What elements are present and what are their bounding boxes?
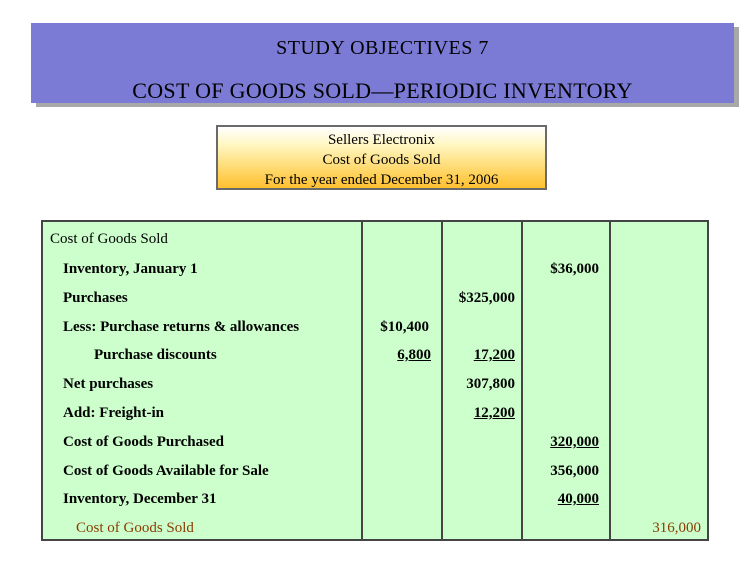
table-row xyxy=(43,289,707,317)
amount-col4: 356,000 xyxy=(550,463,599,479)
row-label: Add: Freight-in xyxy=(63,405,164,421)
banner-line1: STUDY OBJECTIVES 7 xyxy=(276,37,489,59)
title-banner xyxy=(31,23,734,103)
row-label: Cost of Goods Sold xyxy=(76,520,194,536)
company-name: Sellers Electronix xyxy=(327,132,436,148)
row-label: Purchases xyxy=(63,290,128,306)
row-label: Cost of Goods Purchased xyxy=(63,434,224,450)
amount-col4: $36,000 xyxy=(550,261,599,277)
statement-title: Cost of Goods Sold xyxy=(322,152,441,168)
amount-col4: 40,000 xyxy=(557,491,599,507)
table-row xyxy=(43,404,707,432)
row-label: Less: Purchase returns & allowances xyxy=(63,319,300,335)
statement-header xyxy=(216,125,547,190)
amount-col3: $325,000 xyxy=(458,290,515,306)
amount-col3: 307,800 xyxy=(466,376,515,392)
table-row xyxy=(43,375,707,403)
amount-col2: $10,400 xyxy=(380,319,429,335)
row-label: Inventory, January 1 xyxy=(63,261,198,277)
table-row xyxy=(43,318,707,346)
cogs-table xyxy=(41,220,709,541)
row-label: Net purchases xyxy=(63,376,154,392)
table-row xyxy=(43,260,707,288)
section-title: Cost of Goods Sold xyxy=(50,231,168,247)
row-label: Inventory, December 31 xyxy=(63,491,217,507)
amount-col3: 17,200 xyxy=(473,347,515,363)
amount-col2: 6,800 xyxy=(397,347,431,363)
table-row xyxy=(43,490,707,518)
amount-col5: 316,000 xyxy=(652,520,701,536)
row-label: Purchase discounts xyxy=(94,347,217,363)
table-row xyxy=(43,433,707,461)
statement-period: For the year ended December 31, 2006 xyxy=(264,172,499,188)
amount-col3: 12,200 xyxy=(473,405,515,421)
row-label: Cost of Goods Available for Sale xyxy=(63,463,269,479)
banner-line2: COST OF GOODS SOLD—PERIODIC INVENTORY xyxy=(132,78,633,103)
table-row xyxy=(43,346,707,374)
table-row xyxy=(43,462,707,490)
total-row xyxy=(43,519,707,547)
section-title-row xyxy=(43,230,707,258)
amount-col4: 320,000 xyxy=(550,434,599,450)
